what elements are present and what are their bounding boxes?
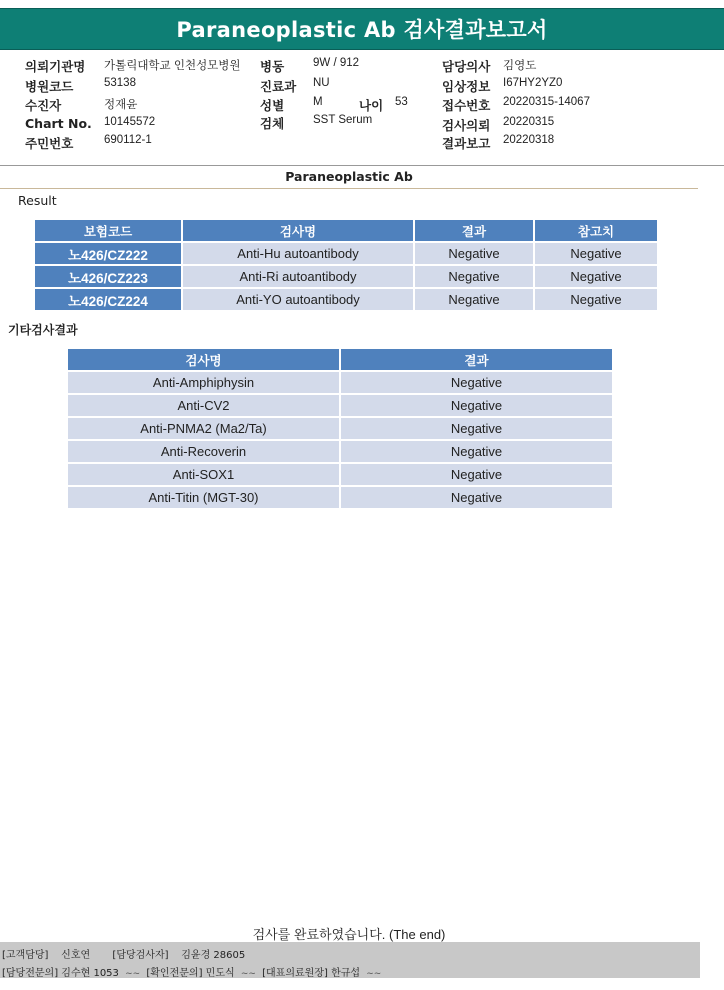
table-row: [68, 464, 612, 485]
result-label: Result: [18, 193, 57, 208]
test-name-cell: Anti-CV2: [68, 395, 339, 416]
patient-info-box: [0, 50, 724, 166]
column-header: 참고치: [535, 220, 657, 241]
signature-footer: [0, 942, 700, 978]
result-cell: Negative: [341, 441, 612, 462]
result-cell: Negative: [415, 266, 533, 287]
table-row: [68, 441, 612, 462]
info-label: Chart No.: [25, 116, 92, 131]
other-tests-table: [66, 347, 614, 510]
reference-cell: Negative: [535, 243, 657, 264]
tester-name: 김윤경 28605: [181, 950, 246, 961]
info-value: 정재윤: [104, 99, 138, 111]
test-name-cell: Anti-Titin (MGT-30): [68, 487, 339, 508]
signature-image: ~~: [366, 969, 382, 979]
info-label: 성별: [260, 98, 285, 113]
director-name: 한규섭: [331, 968, 361, 979]
other-tests-label: 기타검사결과: [8, 323, 78, 337]
info-value: NU: [313, 77, 330, 89]
info-value: SST Serum: [313, 114, 373, 126]
info-value: 20220315: [503, 116, 555, 128]
report-title-bar: [0, 8, 724, 50]
column-header: 결과: [341, 349, 612, 370]
info-value: M: [313, 96, 323, 108]
info-value: 20220315-14067: [503, 96, 590, 108]
test-name-cell: Anti-YO autoantibody: [183, 289, 413, 310]
column-header: 검사명: [68, 349, 339, 370]
customer-label: [고객담당]: [2, 950, 49, 961]
info-label: 진료과: [260, 79, 297, 94]
result-cell: Negative: [341, 418, 612, 439]
specialist-label: [담당전문의]: [2, 968, 59, 979]
test-name-cell: Anti-SOX1: [68, 464, 339, 485]
confirm-label: [확인전문의]: [146, 968, 203, 979]
table-row: [35, 289, 657, 310]
result-cell: Negative: [341, 395, 612, 416]
table-row: [68, 372, 612, 393]
column-header: 검사명: [183, 220, 413, 241]
info-label: 담당의사: [442, 59, 491, 74]
confirm-name: 민도식: [205, 968, 235, 979]
result-table: [33, 218, 659, 312]
table-header-row: [68, 349, 612, 370]
info-value: 20220318: [503, 134, 555, 146]
info-label: 수진자: [25, 98, 62, 113]
footer-line-2: [2, 964, 384, 979]
signature-image: ~~: [125, 969, 141, 979]
report-title: Paraneoplastic Ab 검사결과보고서: [176, 18, 548, 42]
info-value: 10145572: [104, 116, 156, 128]
table-row: [68, 418, 612, 439]
test-name-cell: Anti-Recoverin: [68, 441, 339, 462]
reference-cell: Negative: [535, 289, 657, 310]
info-label: 나이: [359, 98, 384, 113]
test-name-cell: Anti-Amphiphysin: [68, 372, 339, 393]
table-row: [68, 395, 612, 416]
insurance-code-cell: 노426/CZ222: [35, 243, 181, 264]
info-value: 가톨릭대학교 인천성모병원: [104, 60, 241, 72]
tester-label: [담당검사자]: [112, 950, 169, 961]
info-label: 검사의뢰: [442, 118, 491, 133]
footer-line-1: [2, 946, 245, 961]
result-cell: Negative: [341, 464, 612, 485]
result-cell: Negative: [341, 487, 612, 508]
info-value: 김영도: [503, 60, 537, 72]
info-label: 검체: [260, 116, 285, 131]
info-label: 의뢰기관명: [25, 59, 86, 74]
info-value: 9W / 912: [313, 57, 360, 69]
info-value: 53138: [104, 77, 136, 89]
customer-name: 신호연: [61, 950, 91, 961]
table-row: [68, 487, 612, 508]
table-header-row: [35, 220, 657, 241]
info-label: 결과보고: [442, 136, 491, 151]
signature-image: ~~: [240, 969, 256, 979]
info-label: 임상정보: [442, 79, 491, 94]
info-label: 접수번호: [442, 98, 491, 113]
section-title: Paraneoplastic Ab: [0, 166, 698, 189]
test-name-cell: Anti-Ri autoantibody: [183, 266, 413, 287]
info-value: 53: [395, 96, 408, 108]
result-cell: Negative: [415, 289, 533, 310]
column-header: 보험코드: [35, 220, 181, 241]
info-value: 690112-1: [104, 134, 152, 146]
column-header: 결과: [415, 220, 533, 241]
table-row: [35, 243, 657, 264]
reference-cell: Negative: [535, 266, 657, 287]
result-cell: Negative: [341, 372, 612, 393]
test-name-cell: Anti-Hu autoantibody: [183, 243, 413, 264]
table-row: [35, 266, 657, 287]
insurance-code-cell: 노426/CZ224: [35, 289, 181, 310]
end-of-report-text: 검사를 완료하였습니다. (The end): [252, 927, 446, 942]
director-label: [대표의료원장]: [262, 968, 328, 979]
specialist-name: 김수현 1053: [61, 968, 119, 979]
result-cell: Negative: [415, 243, 533, 264]
info-label: 주민번호: [25, 136, 74, 151]
info-value: I67HY2YZ0: [503, 77, 563, 89]
info-label: 병원코드: [25, 79, 74, 94]
test-name-cell: Anti-PNMA2 (Ma2/Ta): [68, 418, 339, 439]
info-label: 병동: [260, 59, 285, 74]
insurance-code-cell: 노426/CZ223: [35, 266, 181, 287]
